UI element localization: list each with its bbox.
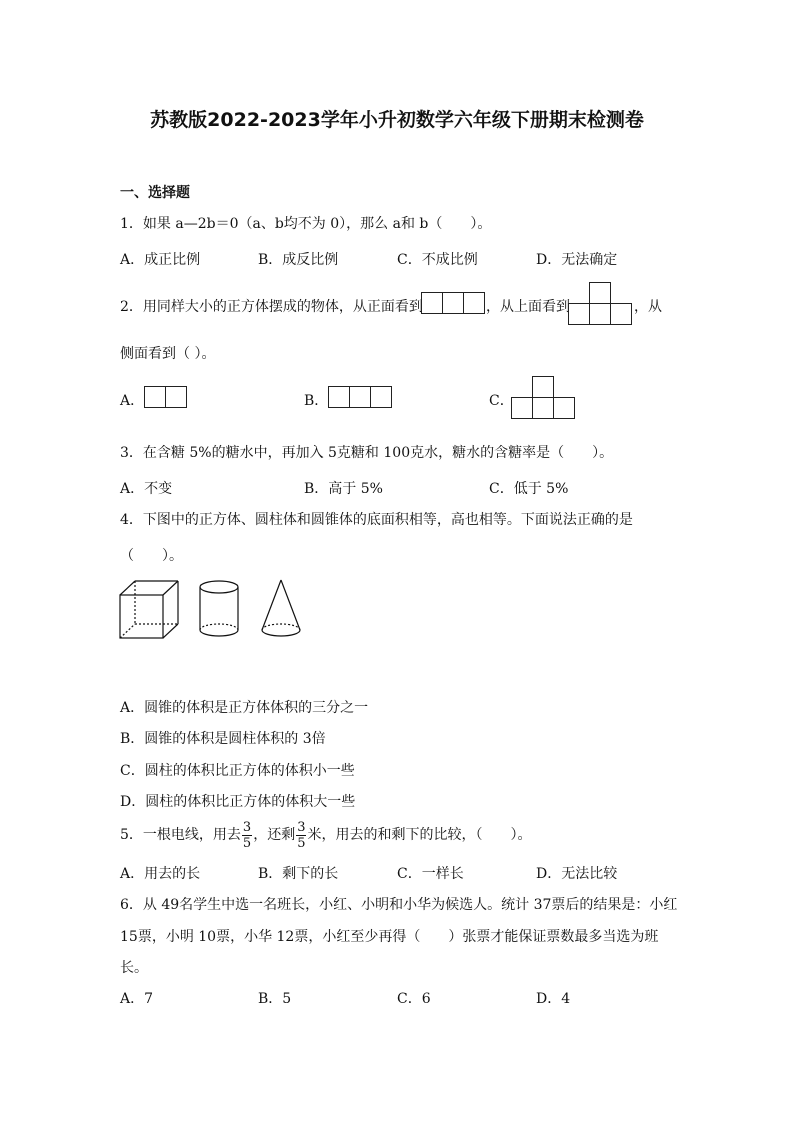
question-6-line-1: 6．从 49名学生中选一名班长，小红、小明和小华为候选人。统计 37票后的结果是：小红 [120,897,678,913]
q3-option-c: C．低于 5% [489,481,569,497]
question-3-text: 3．在含糖 5%的糖水中，再加入 5克糖和 100克水，糖水的含糖率是（ ）。 [120,445,614,461]
fraction-1-numerator: 3 [242,819,252,835]
cylinder-shape [200,581,238,636]
question-4-text-b: （ ）。 [120,548,183,564]
fraction-2-numerator: 3 [297,819,306,835]
q6-option-c: C．6 [397,991,431,1007]
solids-figure [115,575,315,645]
fraction-2 [296,821,306,850]
question-4-text: 4．下图中的正方体、圆柱体和圆锥体的底面积相等，高也相等。下面说法正确的是 [120,512,633,528]
q4-option-c: C．圆柱的体积比正方体的体积小一些 [120,763,355,779]
question-2-text-c: ，从 [634,299,662,315]
q2-option-a: A． [120,393,145,409]
question-5-text-c: 米，用去的和剩下的比较，（ ）。 [307,827,532,843]
q2-option-b: B． [304,393,329,409]
q6-option-b: B．5 [258,991,292,1007]
section-heading: 一、选择题 [120,185,190,201]
question-2-text-b: ，从上面看到 [486,299,570,315]
question-5-text-a: 5．一根电线，用去 [120,827,241,843]
question-2-text-d: 侧面看到（ ）。 [120,346,216,362]
q5-option-a: A．用去的长 [120,866,201,882]
q1-option-a: A．成正比例 [120,252,201,268]
q6-option-d: D．4 [536,991,571,1007]
cube-shape [120,581,178,638]
q5-option-d: D．无法比较 [536,866,618,882]
q1-option-c: C．不成比例 [397,252,478,268]
question-5-line [120,815,531,855]
q5-option-c: C．一样长 [397,866,464,882]
question-1-text: 1．如果 a—2b＝0（a、b均不为 0），那么 a和 b（ ）。 [120,216,492,232]
q1-option-d: D．无法确定 [536,252,618,268]
q2-option-c: C． [489,393,514,409]
fraction-1-denominator: 5 [242,835,252,851]
page-title: 苏教版2022-2023学年小升初数学六年级下册期末检测卷 [150,109,644,131]
cone-shape [262,580,300,636]
fraction-2-denominator: 5 [297,835,306,851]
question-6-line-2: 15票，小明 10票，小华 12票，小红至少再得（ ）张票才能保证票数最多当选为班 [120,929,659,945]
q1-option-b: B．成反比例 [258,252,339,268]
q4-option-b: B．圆锥的体积是圆柱体积的 3倍 [120,731,326,747]
q3-option-b: B．高于 5% [304,481,383,497]
q4-option-d: D．圆柱的体积比正方体的体积大一些 [120,794,356,810]
q5-option-b: B．剩下的长 [258,866,339,882]
q6-option-a: A．7 [120,991,154,1007]
q3-option-a: A．不变 [120,481,173,497]
question-5-text-b: ，还剩 [253,827,296,843]
question-6-line-3: 长。 [120,960,148,976]
q4-option-a: A．圆锥的体积是正方体体积的三分之一 [120,700,369,716]
question-2-text-a: 2．用同样大小的正方体摆成的物体，从正面看到 [120,299,423,315]
fraction-1 [242,821,252,850]
